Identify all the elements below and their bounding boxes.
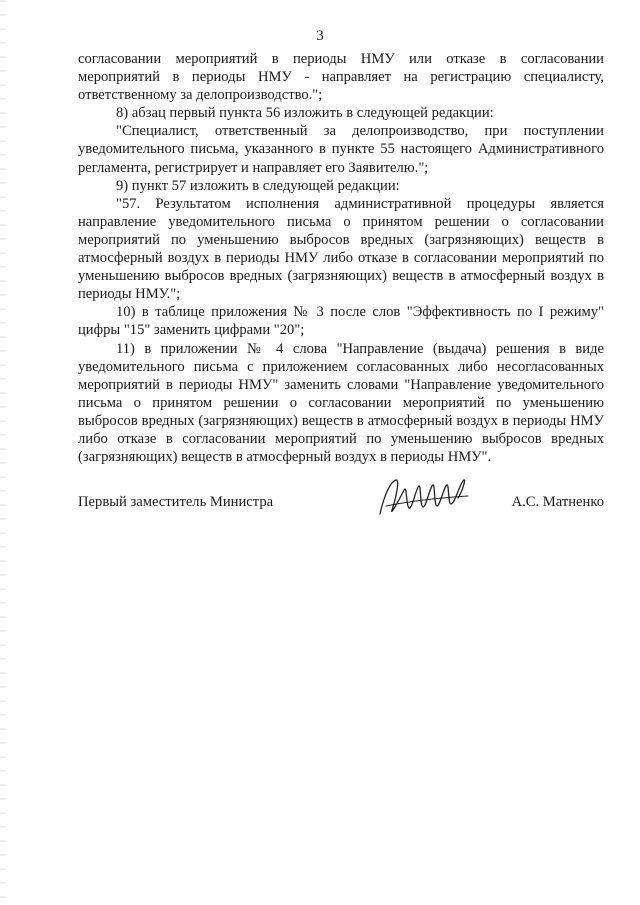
paragraph-item-9: 9) пункт 57 изложить в следующей редакции: — [116, 177, 400, 194]
paragraph-item-9-text: "57. Результатом исполнения административной процедуры является направление уведомительного письма о принятом решении о согласовании мероприятий по уменьшению выбросов вредных (загрязняющих) веществ в атмосферный воздух в периоды НМУ либо отказе в согласовании мероприятий по уменьшению выбросов вредных (загрязняющих) веществ в атмосферный воздух в периоды НМУ."; — [78, 195, 604, 303]
paragraph-item-8: 8) абзац первый пункта 56 изложить в следующей редакции: — [116, 105, 494, 122]
paragraph-item-10: 10) в таблице приложения № 3 после слов "Эффективность по I режиму" цифры "15" заменить цифрами "20"; — [78, 304, 604, 339]
signer-position: Первый заместитель Министра — [78, 494, 274, 510]
signer-name: А.С. Матненко — [511, 494, 604, 510]
handwritten-signature — [376, 476, 476, 520]
paragraph-continuation: согласовании мероприятий в периоды НМУ или отказе в согласовании мероприятий в периоды НМУ - направляет на регистрацию специалисту, ответственному за делопроизводство."; — [78, 51, 604, 104]
scan-edge-marks — [0, 0, 6, 905]
document-body — [78, 50, 604, 466]
paragraph-item-11: 11) в приложении № 4 слова "Направление (выдача) решения в виде уведомительного письма с приложением согласованных либо несогласованных мероприятий в периоды НМУ" заменить словами "Направление уведомительного письма о принятом решении о согласовании мероприятий по уменьшению выбросов вредных (загрязняющих) веществ в атмосферный воздух в периоды НМУ либо отказе в согласовании мероприятий по уменьшению выбросов вредных (загрязняющих) веществ в атмосферный воздух в периоды НМУ". — [78, 340, 604, 466]
page-number: 3 — [316, 28, 324, 44]
signature-block — [78, 488, 604, 528]
paragraph-item-8-text: "Специалист, ответственный за делопроизводство, при поступлении уведомительного письма, указанного в пункте 55 настоящего Административного регламента, регистрирует и направляет его Заявителю."; — [78, 123, 604, 176]
